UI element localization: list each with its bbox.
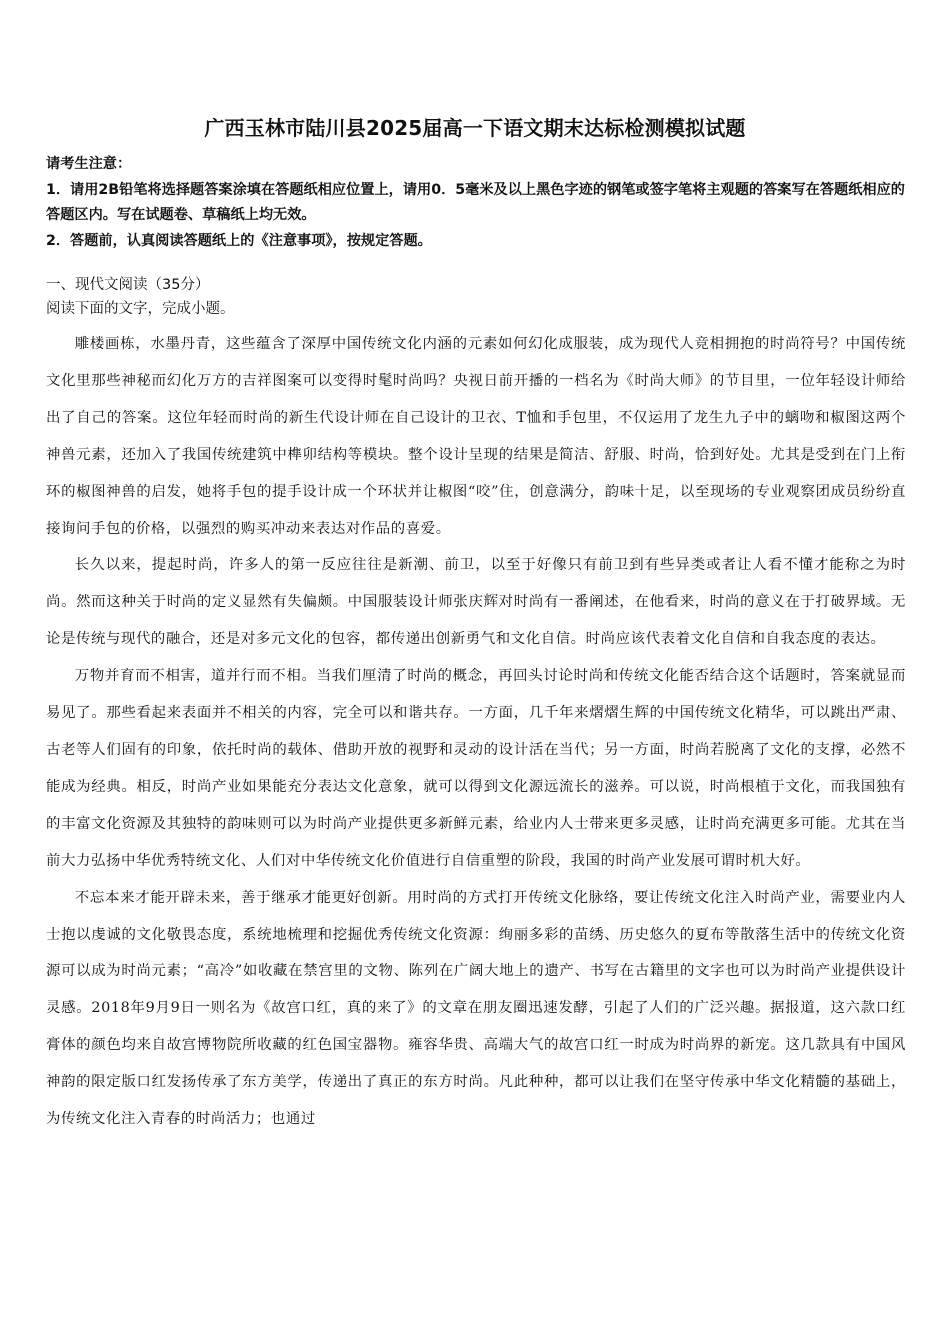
notice-item-2: 2．答题前，认真阅读答题纸上的《注意事项》，按规定答题。 xyxy=(46,232,432,249)
passage-paragraph-4: 不忘本来才能开辟未来，善于继承才能更好创新。用时尚的方式打开传统文化脉络，要让传统文化注入时尚产业，需要业内人士抱以虔诚的文化敬畏态度，系统地梳理和挖掘优秀传统文化资源：绚丽多彩的苗绣、历史悠久的夏布等散落生活中的传统文化资源可以成为时尚元素；“高冷”如收藏在禁宫里的文物、陈列在广阔大地上的遗产、书写在古籍里的文字也可以为时尚产业提供设计灵感。2018年9月9日一则名为《故宫口红，真的来了》的文章在朋友圈迅速发酵，引起了人们的广泛兴趣。据报道，这六款口红膏体的颜色均来自故宫博物院所收藏的红色国宝器物。雍容华贵、高端大气的故宫口红一时成为时尚界的新宠。这几款具有中国风神韵的限定版口红发扬传承了东方美学，传递出了真正的东方时尚。凡此种种，都可以让我们在坚守传承中华文化精髓的基础上，为传统文化注入青春的时尚活力；也通过 xyxy=(46,889,906,1128)
reading-instruction: 阅读下面的文字，完成小题。 xyxy=(46,301,235,317)
document-title: 广西玉林市陆川县2025届高一下语文期末达标检测模拟试题 xyxy=(204,116,746,140)
notice-block xyxy=(46,152,906,254)
notice-item-1: 1．请用2B铅笔将选择题答案涂填在答题纸相应位置上，请用0．5毫米及以上黑色字迹的钢笔或签字笔将主观题的答案写在答题纸相应的答题区内。写在试题卷、草稿纸上均无效。 xyxy=(46,181,905,223)
notice-heading: 请考生注意： xyxy=(46,156,132,172)
reading-passage xyxy=(46,326,906,1138)
passage-paragraph-3: 万物并育而不相害，道并行而不相。当我们厘清了时尚的概念，再回头讨论时尚和传统文化能否结合这个话题时，答案就显而易见了。那些看起来表面并不相关的内容，完全可以和谐共存。一方面，几千年来熠熠生辉的中国传统文化精华，可以跳出严肃、古老等人们固有的印象，依托时尚的载体、借助开放的视野和灵动的设计活在当代；另一方面，时尚若脱离了文化的支撑，必然不能成为经典。相反，时尚产业如果能充分表达文化意象，就可以得到文化源远流长的滋养。可以说，时尚根植于文化，而我国独有的丰富文化资源及其独特的韵味则可以为时尚产业提供更多新鲜元素，给业内人士带来更多灵感，让时尚充满更多可能。尤其在当前大力弘扬中华优秀特统文化、人们对中华传统文化价值进行自信重塑的阶段，我国的时尚产业发展可谓时机大好。 xyxy=(46,668,906,869)
passage-paragraph-2: 长久以来，提起时尚，许多人的第一反应往往是新潮、前卫，以至于好像只有前卫到有些异类或者让人看不懂才能称之为时尚。然而这种关于时尚的定义显然有失偏颇。中国服装设计师张庆辉对时尚有一番阐述，在他看来，时尚的意义在于打破界域。无论是传统与现代的融合，还是对多元文化的包容，都传递出创新勇气和文化自信。时尚应该代表着文化自信和自我态度的表达。 xyxy=(46,557,906,648)
section-heading: 一、现代文阅读（35分） xyxy=(46,277,210,293)
passage-paragraph-1: 雕楼画栋，水墨丹青，这些蕴含了深厚中国传统文化内涵的元素如何幻化成服装，成为现代人竞相拥抱的时尚符号？中国传统文化里那些神秘而幻化万方的吉祥图案可以变得时髦时尚吗？央视日前开播的一档名为《时尚大师》的节目里，一位年轻设计师给出了自己的答案。这位年轻而时尚的新生代设计师在自己设计的卫衣、T恤和手包里，不仅运用了龙生九子中的螭吻和椒图这两个神兽元素，还加入了我国传统建筑中榫卯结构等模块。整个设计呈现的结果是简洁、舒服、时尚，恰到好处。尤其是受到在门上衔环的椒图神兽的启发，她将手包的提手设计成一个环状并让椒图“咬”住，创意满分，韵味十足，以至现场的专业观察团成员纷纷直接询问手包的价格，以强烈的购买冲动来表达对作品的喜爱。 xyxy=(46,336,906,537)
